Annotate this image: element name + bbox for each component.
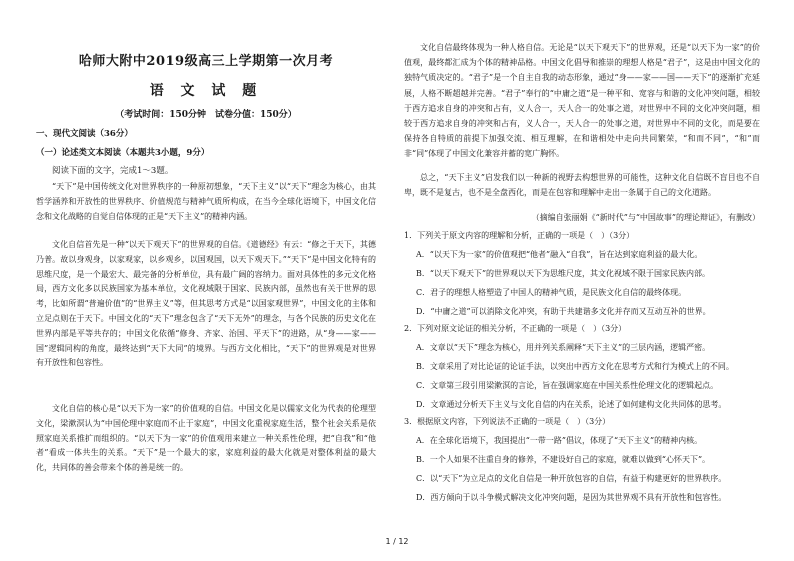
passage-paragraph-1: “天下”是中国传统文化对世界秩序的一种原初想象，“天下主义”以“天下”理念为核心，由其哲学涵养和开放性的世界秩序、价值规范与精神气质所构成，在当今全球化语境下，中国文化信念和文化战略的自觉自信体现的正是“天下主义”的精神内涵。 [36,182,376,221]
question-3-option-a: A．在全球化语境下，我国提出“一带一路”倡议，体现了“天下主义”的精神内核。 [416,436,703,445]
subsection-heading: （一）论述类文本阅读（本题共3小题，9分） [36,148,210,158]
question-1-stem: 1．下列关于原文内容的理解和分析，正确的一项是（ ）（3分） [404,231,635,240]
passage-paragraph-3: 文化自信的核心是“以天下为一家”的价值观的自信。中国文化是以儒家文化为代表的伦理型文化，梁漱溟认为“中国伦理中家庭而不止于家庭”，中国文化重视家庭生活，整个社会关系是依照家庭关系推扩而组织的。“以天下为一家”的价值观用来建立一种关系性伦理，把“自我”和“他者”看成一体共生的关系。“天下”是一个最大的家，家庭利益的最大化就是对整体利益的最大化，共同体的善会带来个体的善是统一的。 [36,404,376,473]
page-number: 1 / 12 [385,537,409,546]
question-2-option-b: B．文章采用了对比论证的论证手法，以突出中西方文化在思考方式和行为模式上的不同。 [416,362,734,371]
question-1-option-a: A．“以天下为一家”的价值观把“他者”融入“自我”，旨在达到家庭利益的最大化。 [416,250,703,259]
question-2-option-c: C．文章第三段引用梁漱溟的言论，旨在强调家庭在中国关系性伦理文化的逻辑起点。 [416,381,719,390]
question-2-option-a: A．文章以“天下”理念为核心，用并列关系阐释“天下主义”的三层内涵，逻辑严密。 [416,343,711,352]
question-1-option-b: B．“以天下观天下”的世界观以天下为思维尺度，其文化视域不限于国家民族内部。 [416,269,711,278]
exam-info: （考试时间：150分钟 试卷分值：150分） [115,110,297,120]
question-3-option-d: D．西方倾向于以斗争模式解决文化冲突问题，是因为其世界观不具有开放性和包容性。 [416,493,727,502]
subject-title: 语 文 试 题 [149,83,263,99]
instruction-text: 阅读下面的文字，完成1～3题。 [52,166,174,176]
exam-title: 哈师大附中2019级高三上学期第一次月考 [78,54,334,69]
question-1-option-c: C．君子的理想人格塑造了中国人的精神气质，是民族文化自信的最终体现。 [416,288,687,297]
passage-paragraph-5: 总之，“天下主义”启发我们以一种新的视野去构想世界的可能性，这种文化自信既不盲目也不自卑，既不是复古，也不是全盘西化，而是在包容和理解中走出一条属于自己的文化道路。 [404,173,760,198]
question-3-stem: 3．根据原文内容，下列说法不正确的一项是（ ）（3分） [404,417,611,426]
question-2-stem: 2．下列对原文论证的相关分析，不正确的一项是（ ）（3分） [404,324,627,333]
question-3-option-c: C．以“天下”为立足点的文化自信是一种开放包容的自信，有益于构建更好的世界秩序。 [416,474,727,483]
passage-paragraph-4: 文化自信最终体现为一种人格自信。无论是“以天下观天下”的世界观，还是“以天下为一家”的价值观，最终都汇成为个体的精神品格。中国文化倡导和推崇的理想人格是“君子”，这是由中国文化的独特气质决定的。“君子”是一个自主自我的动态形象，通过“身——家——国——天下”的逐渐扩充延展，人格不断超越并完善。“君子”奉行的“中庸之道”是一种平和、宽容与和谐的文化冲突问题，相较于西方追求自身的冲突和占有，义人合一，天人合一的处事之道，对世界中不同的文化冲突问题，相较于西方追求自身的冲突和占有，义人合一，天人合一的处事之道，对世界中不同的文化，而是要在保持各自特质的前提下加强交流、相互理解，在和谐相处中走向共同繁荣，“和而不同”，“和”而非“同”体现了中国文化兼容并蓄的宽广胸怀。 [404,43,760,159]
question-3-option-b: B．一个人如果不注重自身的修养，不建设好自己的家庭，就难以做到“心怀天下”。 [416,455,711,464]
question-1-option-d: D．“中庸之道”可以消除文化冲突，有助于共建谐多文化并存而又互动互补的世界。 [416,307,711,316]
section-heading: 一、现代文阅读（36分） [36,129,133,139]
question-2-option-d: D．文章通过分析天下主义与文化自信的内在关系，论述了如何建构文化共同体的思考。 [416,400,727,409]
passage-paragraph-2: 文化自信首先是一种“以天下观天下”的世界观的自信。《道德经》有云：“修之于天下，其德乃普。故以身观身，以家观家，以乡观乡，以国观国，以天下观天下。”“天下”是中国文化特有的思维尺度，是一个最宏大、最完备的分析单位，具有最广阔的容纳力。面对具体性的多元文化格局，西方文化多以民族国家为基本单位，文化视域限于国家、民族内部，虽然也有关于世界的思考，比如所谓“普遍价值”的“世界主义”等，但其思考方式是“以国家观世界”，中国文化的主体和立足点则在于天下。中国文化的“天下”理念包含了“天下无外”的理念，与各个民族的历史文化在世界内部是平等共存的；中国文化依循“修身、齐家、治国、平天下”的进路，从“身——家——国”逻辑同构的角度，最终达到“天下大同”的境界。与西方文化相比，“天下”的世界观是对世界有开放性和包容性。 [36,240,376,368]
source-citation: （摘编自张丽娟《“新时代”与“中国故事”的理论辩证》，有删改） [531,213,760,222]
